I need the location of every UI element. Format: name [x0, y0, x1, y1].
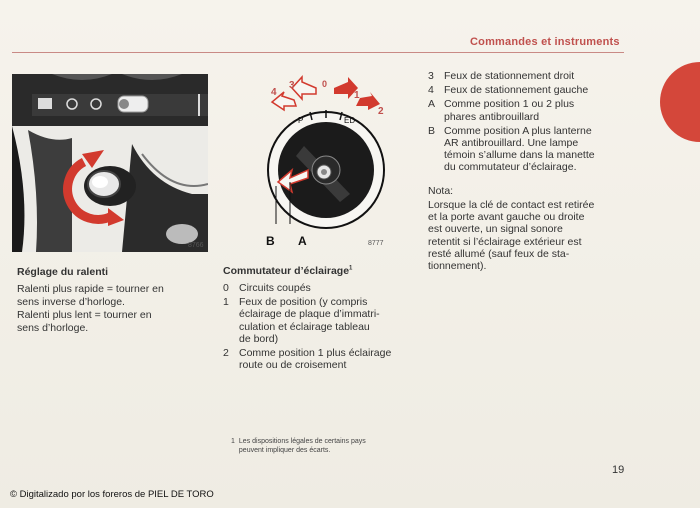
dial-symbol-parking: P [298, 116, 304, 125]
commutateur-heading-text: Commutateur d’éclairage [223, 265, 350, 277]
list-item [428, 70, 628, 82]
commutateur-positions-list [223, 282, 423, 373]
dial-label-4: 4 [271, 87, 277, 98]
idle-adjustment-figure [12, 74, 208, 252]
header-divider [12, 52, 624, 53]
dial-label-0: 0 [322, 79, 328, 89]
position-text: Feux de stationnement droit [444, 70, 575, 82]
list-item [428, 125, 628, 174]
positions-continued-list [428, 70, 628, 176]
position-text: Comme position A plus lanterne AR antibrouillard. Une lampe témoin s’allume dans la manette du commutateur d’éclairage. [444, 124, 595, 174]
position-key: 1 [223, 296, 229, 309]
position-key: 4 [428, 84, 434, 97]
dial-label-3: 3 [289, 80, 295, 91]
position-text: Circuits coupés [239, 282, 311, 294]
ralenti-slower-text: Ralenti plus lent = tourner en sens d’horloge. [17, 309, 152, 334]
pointer-label-b: B [266, 234, 275, 248]
pointer-label-a: A [298, 234, 307, 248]
footnote-mark: 1 [231, 438, 235, 445]
list-item [428, 84, 628, 96]
position-text: Feux de position (y compris éclairage de plaque d’immatri- culation et éclairage tableau de bord) [239, 296, 380, 345]
ralenti-faster-text: Ralenti plus rapide = tourner en sens inverse d’horloge. [17, 283, 164, 308]
idle-knob-illustration [12, 74, 208, 252]
position-key: B [428, 124, 436, 137]
position-key: A [428, 98, 436, 111]
ralenti-heading: Réglage du ralenti [17, 266, 109, 278]
page-number: 19 [612, 464, 625, 476]
figure-code: 8766 [188, 242, 204, 249]
dial-label-2: 2 [378, 106, 384, 117]
lighting-dial-illustration [262, 74, 402, 250]
position-text: Comme position 1 ou 2 plus phares antibrouillard [444, 98, 575, 123]
position-key: 2 [223, 347, 229, 360]
footnote-ref: 1 [349, 265, 353, 272]
section-title: Commandes et instruments [470, 36, 620, 48]
list-item [428, 98, 628, 122]
position-text: Comme position 1 plus éclairage route ou de croisement [239, 347, 392, 372]
dial-label-1: 1 [354, 90, 360, 101]
credit-line: © Digitalizado por los foreros de PIEL DE TORO [10, 489, 214, 500]
footnote-text: Les dispositions légales de certains pays peuvent impliquer des écarts. [238, 438, 366, 454]
dial-symbol-headlight: ED [344, 116, 356, 125]
note-heading: Nota: [428, 185, 454, 197]
list-item [223, 347, 423, 371]
position-key: 3 [428, 70, 434, 82]
footnote [231, 438, 366, 455]
note-text: Lorsque la clé de contact est retirée et la porte avant gauche ou droite est ouverte, un signal sonore retentit si l’éclairage extérieur est resté allumé (sauf feux de sta- tionnement). [428, 199, 595, 273]
position-text: Feux de stationnement gauche [444, 84, 589, 97]
list-item [223, 296, 423, 345]
lighting-switch-figure [262, 74, 402, 250]
position-key: 0 [223, 282, 229, 294]
figure-code: 8777 [368, 240, 384, 247]
list-item [223, 282, 423, 294]
commutateur-heading [223, 265, 352, 277]
